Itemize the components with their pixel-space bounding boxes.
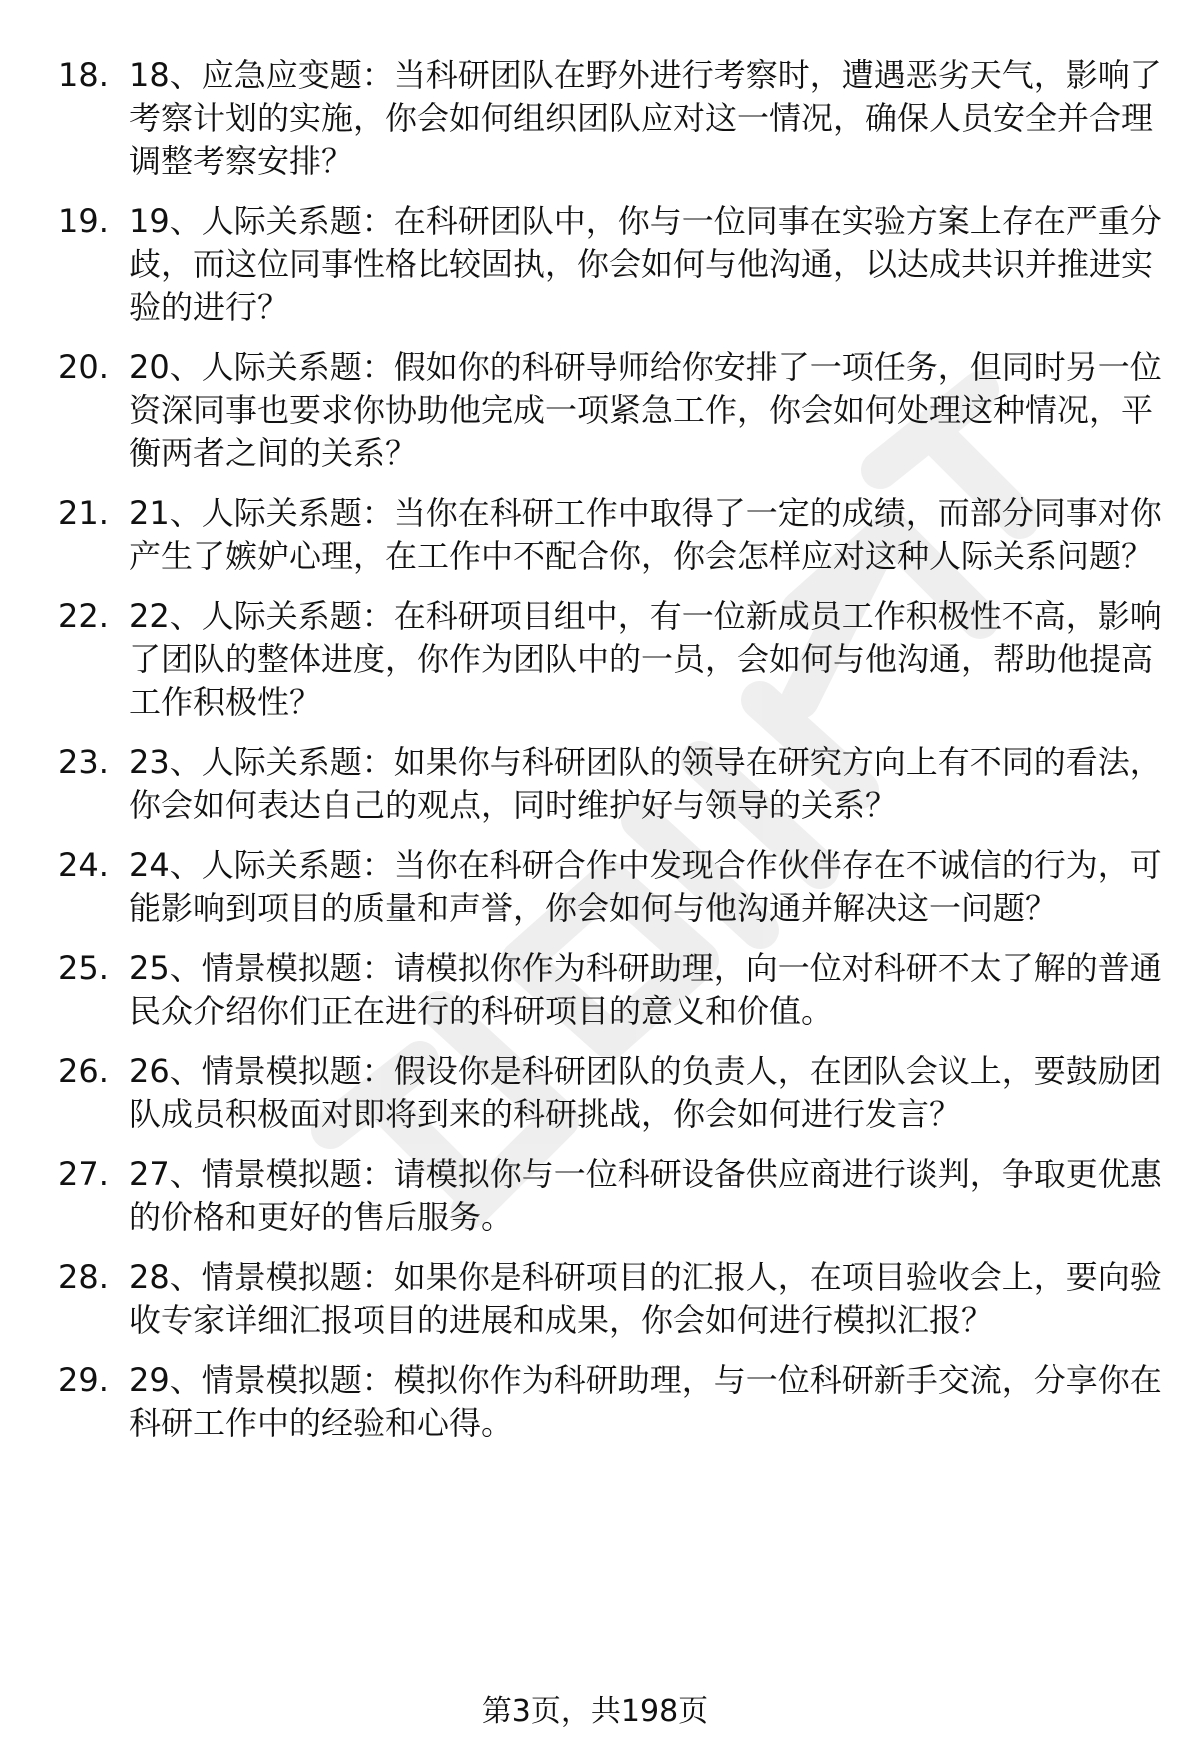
question-number: 29.: [58, 1361, 109, 1399]
question-number: 27.: [58, 1155, 109, 1193]
question-text: 21、人际关系题：当你在科研工作中取得了一定的成绩，而部分同事对你产生了嫉妒心理，在工作中不配合你，你会怎样应对这种人际关系问题？: [129, 494, 1162, 575]
question-number: 19.: [58, 202, 109, 240]
question-item: [58, 1359, 1168, 1445]
question-number: 21.: [58, 494, 109, 532]
question-text: 18、应急应变题：当科研团队在野外进行考察时，遭遇恶劣天气，影响了考察计划的实施，你会如何组织团队应对这一情况，确保人员安全并合理调整考察安排？: [129, 56, 1162, 180]
question-number: 24.: [58, 846, 109, 884]
question-number: 25.: [58, 949, 109, 987]
question-text: 28、情景模拟题：如果你是科研项目的汇报人，在项目验收会上，要向验收专家详细汇报项目的进展和成果，你会如何进行模拟汇报？: [129, 1258, 1162, 1339]
question-text: 29、情景模拟题：模拟你作为科研助理，与一位科研新手交流，分享你在科研工作中的经验和心得。: [129, 1361, 1162, 1442]
question-item: [58, 844, 1168, 930]
question-item: [58, 947, 1168, 1033]
question-text: 24、人际关系题：当你在科研合作中发现合作伙伴存在不诚信的行为，可能影响到项目的质量和声誉，你会如何与他沟通并解决这一问题？: [129, 846, 1162, 927]
question-text: 23、人际关系题：如果你与科研团队的领导在研究方向上有不同的看法，你会如何表达自己的观点，同时维护好与领导的关系？: [129, 743, 1162, 824]
question-text: 27、情景模拟题：请模拟你与一位科研设备供应商进行谈判，争取更优惠的价格和更好的售后服务。: [129, 1155, 1162, 1236]
question-item: [58, 200, 1168, 329]
question-number: 23.: [58, 743, 109, 781]
question-number: 20.: [58, 348, 109, 386]
question-text: 22、人际关系题：在科研项目组中，有一位新成员工作积极性不高，影响了团队的整体进度，你作为团队中的一员，会如何与他沟通，帮助他提高工作积极性？: [129, 597, 1162, 721]
question-text: 26、情景模拟题：假设你是科研团队的负责人，在团队会议上，要鼓励团队成员积极面对即将到来的科研挑战，你会如何进行发言？: [129, 1052, 1162, 1133]
question-number: 28.: [58, 1258, 109, 1296]
question-list: [58, 54, 1168, 1462]
question-item: [58, 54, 1168, 183]
question-text: 25、情景模拟题：请模拟你作为科研助理，向一位对科研不太了解的普通民众介绍你们正在进行的科研项目的意义和价值。: [129, 949, 1162, 1030]
question-number: 18.: [58, 56, 109, 94]
question-number: 22.: [58, 597, 109, 635]
question-item: [58, 346, 1168, 475]
question-item: [58, 595, 1168, 724]
question-text: 19、人际关系题：在科研团队中，你与一位同事在实验方案上存在严重分歧，而这位同事性格比较固执，你会如何与他沟通，以达成共识并推进实验的进行？: [129, 202, 1162, 326]
question-item: [58, 1050, 1168, 1136]
question-item: [58, 492, 1168, 578]
question-item: [58, 741, 1168, 827]
page-footer: 第3页，共198页: [481, 1694, 709, 1729]
question-item: [58, 1256, 1168, 1342]
question-item: [58, 1153, 1168, 1239]
question-number: 26.: [58, 1052, 109, 1090]
question-text: 20、人际关系题：假如你的科研导师给你安排了一项任务，但同时另一位资深同事也要求你协助他完成一项紧急工作，你会如何处理这种情况，平衡两者之间的关系？: [129, 348, 1162, 472]
